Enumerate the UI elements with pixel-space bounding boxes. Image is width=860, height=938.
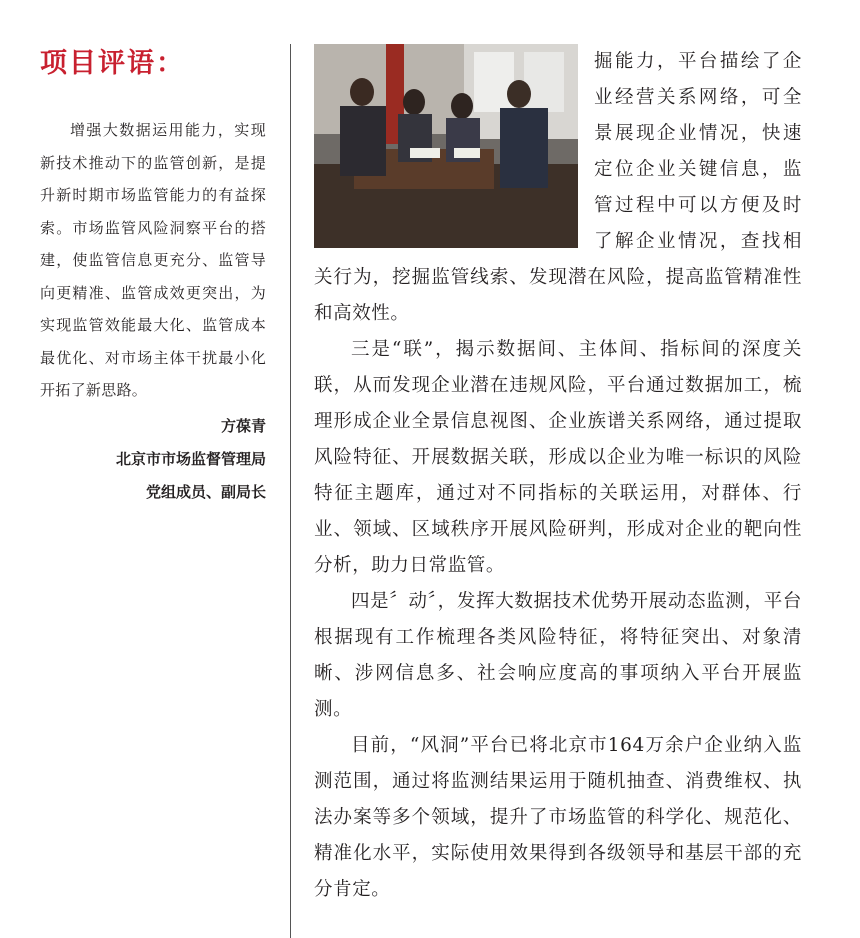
article-paragraph: 目前，“风洞”平台已将北京市164万余户企业纳入监测范围，通过将监测结果运用于随机抽查、消费维权、执法办案等多个领域，提升了市场监管的科学化、规范化、精准化水平，实际使用效果得到各级领导和基层干部的充分肯定。	[314, 735, 802, 900]
column-divider	[290, 44, 291, 938]
article-paragraph: 三是“联”，揭示数据间、主体间、指标间的深度关联，从而发现企业潜在违规风险，平台通过数据加工，梳理形成企业全景信息视图、企业族谱关系网络，通过提取风险特征、开展数据关联，形成以企业为唯一标识的风险特征主题库，通过对不同指标的关联运用，对群体、行业、领域、区域秩序开展风险研判，形成对企业的靶向性分析，助力日常监管。	[314, 339, 802, 576]
article-paragraph: 四是〞动〞，发挥大数据技术优势开展动态监测，平台根据现有工作梳理各类风险特征，将特征突出、对象清晰、涉网信息多、社会响应度高的事项纳入平台开展监测。	[314, 591, 802, 720]
article-column	[314, 44, 802, 908]
author-title: 党组成员、副局长	[145, 482, 266, 501]
meeting-photo	[314, 44, 578, 248]
comment-body: 增强大数据运用能力，实现新技术推动下的监管创新，是提升新时期市场监管能力的有益探索。市场监管风险洞察平台的搭建，使监管信息更充分、监管导向更精准、监管成效更突出，为实现监管效能最大化、监管成本最优化、对市场主体干扰最小化开拓了新思路。	[40, 121, 266, 399]
author-name: 方葆青	[220, 416, 266, 435]
article-paragraph: 掘能力，平台描绘了企业经营关系网络，可全景展现企业情况，快速定位企业关键信息，监管过程中可以方便及时了解企业情况，查找相关行为，挖掘监管线索、发现潜在风险，提高监管精准性和高效性。	[314, 51, 802, 324]
author-organization: 北京市市场监督管理局	[115, 449, 266, 468]
project-comment-column	[40, 44, 266, 509]
comment-heading: 项目评语：	[40, 48, 185, 79]
